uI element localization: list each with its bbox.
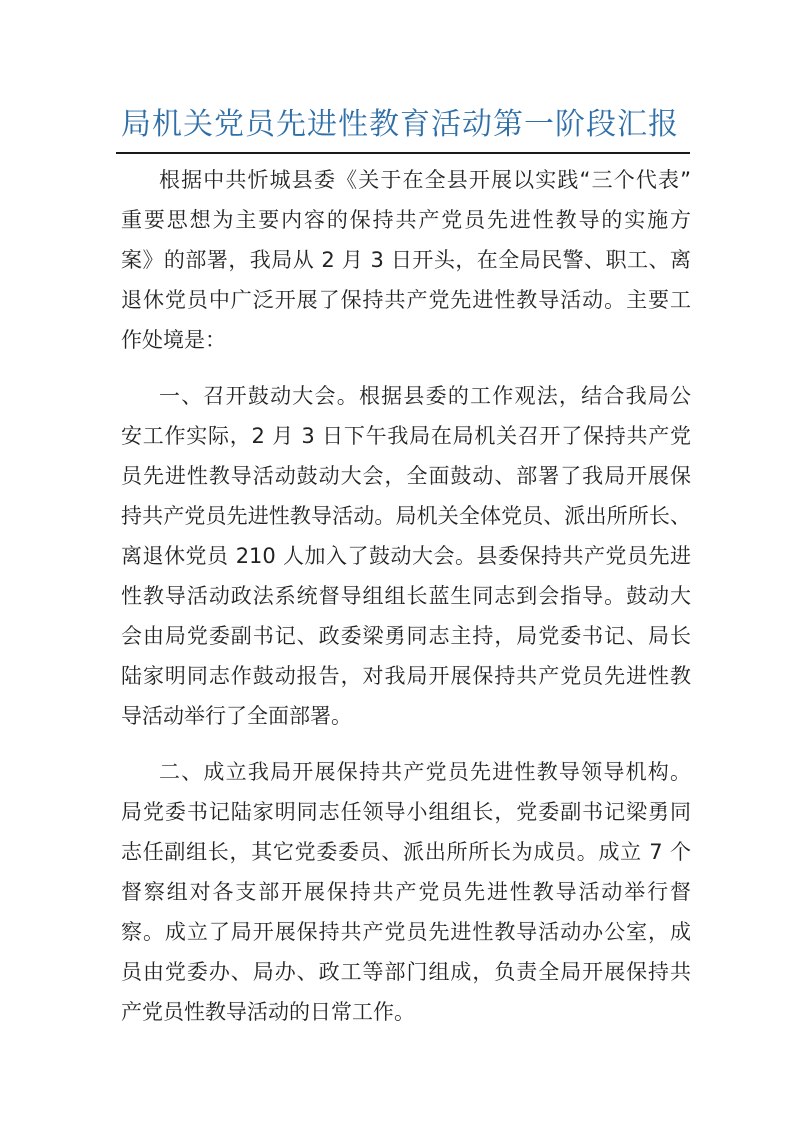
- paragraph-line: 局党委书记陆家明同志任领导小组组长，党委副书记梁勇同: [121, 800, 691, 824]
- paragraph-line: 二、成立我局开展保持共产党员先进性教导领导机构。: [159, 760, 691, 784]
- paragraph-2: [121, 376, 691, 736]
- paragraph-line: 案》的部署，我局从 2 月 3 日开头，在全局民警、职工、离: [121, 248, 691, 272]
- paragraph-line: 员先进性教导活动鼓动大会，全面鼓动、部署了我局开展保: [121, 464, 691, 488]
- title-underline: [116, 152, 690, 154]
- paragraph-line: 根据中共忻城县委《关于在全县开展以实践“三个代表”: [159, 168, 691, 192]
- paragraph-line: 察。成立了局开展保持共产党员先进性教导活动办公室，成: [121, 920, 691, 944]
- paragraph-line: 安工作实际，2 月 3 日下午我局在局机关召开了保持共产党: [121, 424, 691, 448]
- paragraph-line: 督察组对各支部开展保持共产党员先进性教导活动举行督: [121, 880, 691, 904]
- document-title: 局机关党员先进性教育活动第一阶段汇报: [121, 107, 679, 142]
- paragraph-1: [121, 160, 691, 360]
- paragraph-line: 产党员性教导活动的日常工作。: [121, 1000, 415, 1024]
- paragraph-spacer: [121, 736, 691, 752]
- paragraph-line: 志任副组长，其它党委委员、派出所所长为成员。成立 7 个: [121, 840, 691, 864]
- paragraph-line: 导活动举行了全面部署。: [121, 704, 352, 728]
- document-body: [121, 160, 691, 1032]
- paragraph-line: 一、召开鼓动大会。根据县委的工作观法，结合我局公: [159, 384, 691, 408]
- paragraph-line: 陆家明同志作鼓动报告，对我局开展保持共产党员先进性教: [121, 664, 691, 688]
- paragraph-spacer: [121, 360, 691, 376]
- paragraph-line: 作处境是：: [121, 328, 226, 352]
- paragraph-line: 离退休党员 210 人加入了鼓动大会。县委保持共产党员先进: [121, 544, 691, 568]
- paragraph-line: 会由局党委副书记、政委梁勇同志主持，局党委书记、局长: [121, 624, 691, 648]
- paragraph-line: 重要思想为主要内容的保持共产党员先进性教导的实施方: [121, 208, 691, 232]
- paragraph-line: 员由党委办、局办、政工等部门组成，负责全局开展保持共: [121, 960, 691, 984]
- paragraph-line: 性教导活动政法系统督导组组长蓝生同志到会指导。鼓动大: [121, 584, 691, 608]
- paragraph-line: 退休党员中广泛开展了保持共产党先进性教导活动。主要工: [121, 288, 691, 312]
- paragraph-3: [121, 752, 691, 1032]
- paragraph-line: 持共产党员先进性教导活动。局机关全体党员、派出所所长、: [121, 504, 691, 528]
